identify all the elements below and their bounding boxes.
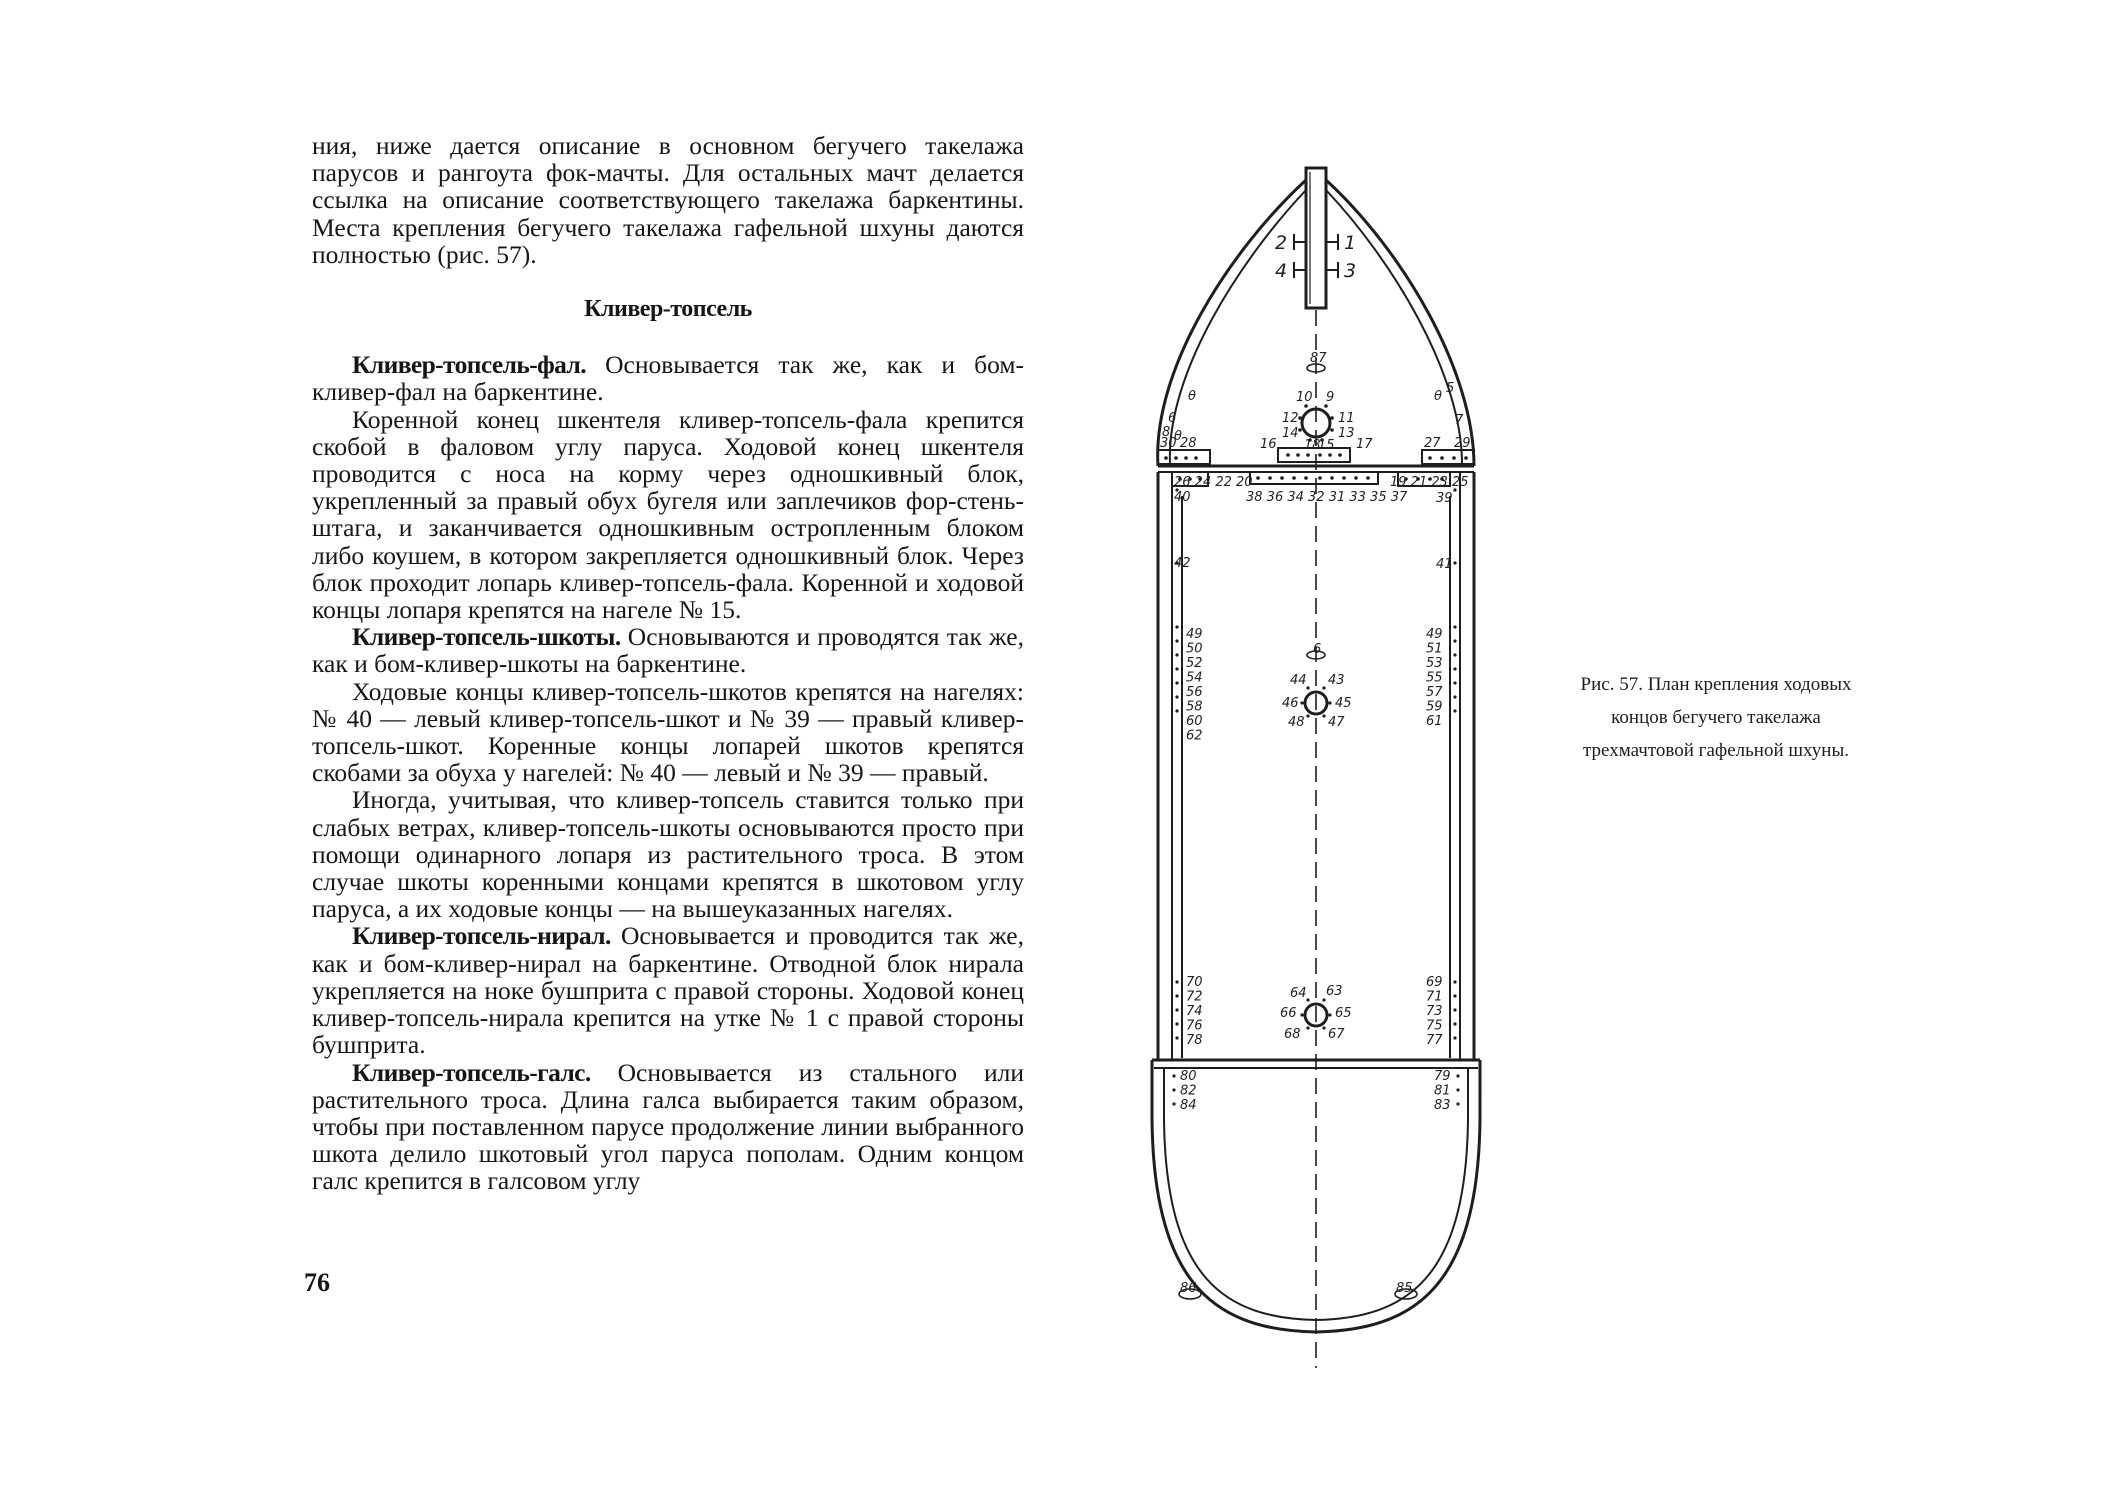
pin-label: 19 21 23 25 bbox=[1390, 475, 1469, 490]
pin-label: 28 bbox=[1180, 436, 1197, 451]
pin-label: 49 bbox=[1186, 627, 1203, 642]
pin-label: 13 bbox=[1338, 426, 1355, 441]
pin-label: 15 bbox=[1318, 438, 1335, 453]
run-in-heading: Кливер-топсель-фал. bbox=[352, 350, 587, 380]
pin-label: 86 bbox=[1180, 1281, 1197, 1296]
pin-label: 46 bbox=[1282, 696, 1299, 711]
pin-label: 87 bbox=[1310, 351, 1327, 366]
intro-paragraph: ния, ниже дается описание в основном бегучего такелажа парусов и рангоута фок-мачты. Для остальных мачт делается ссылка на описание соответствующего такелажа баркентины. Места крепления бегучего такелажа гафельной шхуны даются полностью (рис. 57). bbox=[312, 131, 1024, 269]
pin-label: 10 bbox=[1296, 390, 1313, 405]
deck-plan-figure bbox=[1130, 160, 1560, 1375]
pin-label: 45 bbox=[1335, 696, 1352, 711]
pin-label: 42 bbox=[1174, 556, 1191, 571]
page-number: 76 bbox=[304, 1268, 330, 1297]
pin-label: 12 bbox=[1282, 411, 1299, 426]
pin-label: 78 bbox=[1186, 1033, 1203, 1048]
run-in-heading: Кливер-топсель-галс. bbox=[352, 1057, 591, 1087]
pin-label: 77 bbox=[1426, 1033, 1443, 1048]
pin-label: 73 bbox=[1426, 1004, 1443, 1019]
paragraph-fal: Кливер-топсель-фал. Основывается так же, как и бом-кливер-фал на баркентине. bbox=[312, 350, 1024, 407]
pin-label: 64 bbox=[1290, 986, 1307, 1001]
pin-label: 6 bbox=[1313, 642, 1322, 657]
pin-label: 70 bbox=[1186, 975, 1203, 990]
pin-label: 7 bbox=[1455, 413, 1464, 428]
pin-label: 11 bbox=[1338, 411, 1355, 426]
cleat-label: 1 bbox=[1344, 232, 1357, 254]
section-title: Кливер-топсель bbox=[584, 296, 752, 323]
pin-label: 51 bbox=[1426, 641, 1443, 657]
cleat-label: 4 bbox=[1275, 260, 1288, 282]
cleat-label: 2 bbox=[1275, 232, 1288, 254]
pin-label: 30 bbox=[1160, 436, 1177, 451]
pin-label: 53 bbox=[1426, 656, 1443, 671]
pin-label: 67 bbox=[1328, 1027, 1345, 1042]
pin-label: 27 bbox=[1424, 436, 1441, 451]
pin-label: 16 bbox=[1260, 437, 1277, 452]
pin-label: 40 bbox=[1174, 490, 1191, 505]
pin-label: 54 bbox=[1186, 670, 1203, 686]
pin-label: 85 bbox=[1396, 1281, 1413, 1296]
pin-label: 49 bbox=[1426, 627, 1443, 642]
run-in-heading: Кливер-топсель-нирал. bbox=[352, 921, 611, 951]
pin-label: 71 bbox=[1426, 989, 1443, 1005]
port-stern-pins bbox=[1180, 1069, 1197, 1113]
pin-label: 18 bbox=[1304, 438, 1321, 453]
pin-label: 81 bbox=[1434, 1083, 1451, 1099]
pin-label: 76 bbox=[1186, 1018, 1203, 1034]
pin-label: 52 bbox=[1186, 656, 1203, 671]
figure-caption: Рис. 57. План крепления ходовых концов бегучего такелажа трехмачтовой гафельной шхуны. bbox=[1580, 674, 1852, 761]
pin-label: 69 bbox=[1426, 975, 1443, 990]
pin-label: 72 bbox=[1186, 989, 1203, 1005]
text-column bbox=[312, 132, 1024, 1195]
pin-label: 26 24 22 20 bbox=[1174, 475, 1253, 490]
cleat-label: 3 bbox=[1344, 260, 1357, 282]
stern-outline bbox=[1152, 1060, 1480, 1332]
pin-label: 83 bbox=[1434, 1098, 1451, 1113]
pin-label: 55 bbox=[1426, 670, 1443, 686]
paragraph-niral: Кливер-топсель-нирал. Основывается и проводится так же, как и бом-кливер-нирал на баркентине. Отводной блок нирала укрепляется на ноке бушприта с правой стороны. Ходовой конец кливер-топсель-нирала крепится на утке № 1 с правой стороны бушприта. bbox=[312, 921, 1024, 1060]
paragraph-shkentel: Коренной конец шкентеля кливер-топсель-фала крепится скобой в фаловом углу паруса. Ходовой конец шкентеля проводится с носа на корму через одношкивный блок, укрепленный за правый обух бугеля или заплечиков фор-стень-штага, и заканчивается одношкивным остропленным блоком либо коушем, в котором закрепляется одношкивный блок. Через блок проходит лопарь кливер-топсель-фала. Коренной и ходовой концы лопаря крепятся на нагеле № 15. bbox=[312, 404, 1024, 625]
run-in-heading: Кливер-топсель-шкоты. bbox=[352, 622, 621, 652]
pin-label: 44 bbox=[1290, 673, 1307, 688]
pin-label: 9 bbox=[1326, 390, 1335, 405]
pin-label: 80 bbox=[1180, 1069, 1197, 1084]
svg-text:θ: θ bbox=[1188, 389, 1196, 404]
paragraph-shkoty: Кливер-топсель-шкоты. Основываются и проводятся так же, как и бом-кливер-шкоты на баркентине. bbox=[312, 622, 1024, 679]
svg-text:θ: θ bbox=[1434, 389, 1442, 404]
pin-label: 75 bbox=[1426, 1018, 1443, 1034]
pin-label: 58 bbox=[1186, 699, 1203, 715]
pin-label: 8 bbox=[1162, 425, 1171, 440]
pin-label: 82 bbox=[1180, 1083, 1197, 1099]
pin-label: 61 bbox=[1426, 714, 1443, 729]
pin-label: 60 bbox=[1186, 714, 1203, 729]
starboard-main-pins bbox=[1426, 627, 1443, 729]
port-mizzen-pins bbox=[1186, 975, 1203, 1048]
starboard-stern-pins bbox=[1434, 1069, 1451, 1113]
pin-label: 6 bbox=[1168, 411, 1177, 426]
bowsprit bbox=[1306, 168, 1326, 308]
pin-label: 47 bbox=[1328, 715, 1345, 730]
paragraph-khodovye: Ходовые концы кливер-топсель-шкотов крепятся на нагелях: № 40 — левый кливер-топсель-шкот и № 39 — правый кливер-топсель-шкот. Коренные концы лопарей шкотов крепятся скобами за обуха у нагелей: № 40 — левый и № 39 — правый. bbox=[312, 676, 1024, 788]
pin-label: 56 bbox=[1186, 685, 1203, 700]
pin-label: 74 bbox=[1186, 1004, 1203, 1019]
paragraph-inogda: Иногда, учитывая, что кливер-топсель ставится только при слабых ветрах, кливер-топсель-шкоты основываются просто при помощи одинарного лопаря из растительного троса. В этом случае шкоты коренными концами крепятся в шкотовом углу паруса, а их ходовые концы — на вышеуказанных нагелях. bbox=[312, 785, 1024, 924]
pin-label: 48 bbox=[1288, 715, 1305, 730]
pin-label: 68 bbox=[1284, 1027, 1301, 1042]
pin-label: 66 bbox=[1280, 1006, 1297, 1021]
svg-text:θ: θ bbox=[1174, 429, 1182, 444]
pin-label: 62 bbox=[1186, 728, 1203, 744]
pin-label: 38 36 34 32 31 33 35 37 bbox=[1246, 490, 1408, 505]
pin-label: 5 bbox=[1446, 381, 1455, 396]
pin-label: 79 bbox=[1434, 1069, 1451, 1084]
starboard-mizzen-pins bbox=[1426, 975, 1443, 1048]
pin-label: 17 bbox=[1356, 437, 1373, 452]
pin-label: 57 bbox=[1426, 685, 1443, 700]
pin-label: 65 bbox=[1335, 1006, 1352, 1021]
pin-label: 29 bbox=[1454, 436, 1471, 451]
pin-label: 14 bbox=[1282, 426, 1299, 441]
pin-label: 50 bbox=[1186, 641, 1203, 657]
pin-label: 84 bbox=[1180, 1098, 1197, 1113]
paragraph-gals: Кливер-топсель-галс. Основывается из стального или растительного троса. Длина галса выбирается таким образом, чтобы при поставленном парусе продолжение линии выбранного шкота делило шкотовый угол паруса пополам. Одним концом галс крепится в галсовом углу bbox=[312, 1057, 1024, 1196]
pin-label: 59 bbox=[1426, 699, 1443, 715]
pin-label: 41 bbox=[1436, 557, 1453, 572]
pin-label: 39 bbox=[1436, 491, 1453, 506]
port-main-pins bbox=[1186, 627, 1203, 744]
pin-label: 63 bbox=[1326, 984, 1343, 999]
pin-label: 43 bbox=[1328, 673, 1345, 688]
